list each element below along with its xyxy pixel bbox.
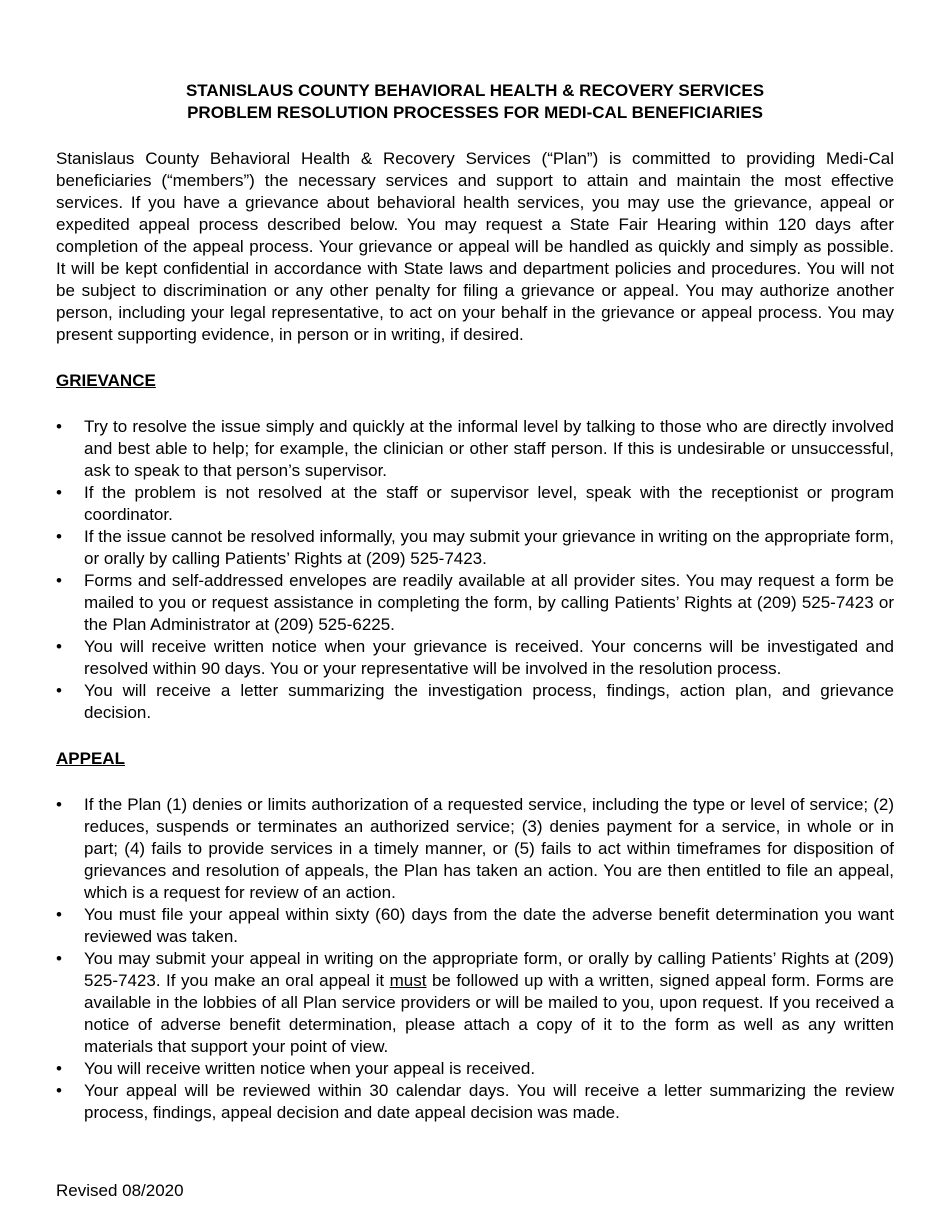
bullet-icon: • [56, 1059, 62, 1078]
bullet-icon: • [56, 637, 62, 656]
list-item [56, 794, 894, 904]
bullet-icon: • [56, 527, 62, 546]
title-line-1: STANISLAUS COUNTY BEHAVIORAL HEALTH & RECOVERY SERVICES [185, 81, 765, 100]
list-item [56, 570, 894, 636]
text-run: be followed up with a written, signed appeal form. Forms are available in the lobbies of all Plan service providers or will be mailed to you, upon request. If you received a notice of adverse benefit determination, please attach a copy of it to the form as well as any written materials that support your point of view. [84, 971, 894, 1056]
document-title [56, 80, 894, 124]
list-item-text: You will receive written notice when your grievance is received. Your concerns will be investigated and resolved within 90 days. You or your representative will be involved in the resolution process. [84, 637, 894, 678]
bullet-icon: • [56, 1081, 62, 1100]
list-item-text: If the Plan (1) denies or limits authorization of a requested service, including the type or level of service; (2) reduces, suspends or terminates an authorized service; (3) denies payment for a service, in whole or in part; (4) fails to provide services in a timely manner, or (5) fails to act within timeframes for disposition of grievances and resolution of appeals, the Plan has taken an action. You are then entitled to file an appeal, which is a request for review of an action. [84, 795, 894, 902]
appeal-heading: APPEAL [56, 749, 125, 768]
list-item [56, 526, 894, 570]
list-item [56, 904, 894, 948]
emphasis-must: must [389, 971, 427, 990]
document-page [56, 80, 894, 1124]
list-item [56, 636, 894, 680]
bullet-icon: • [56, 571, 62, 590]
list-item-text: You must file your appeal within sixty (60) days from the date the adverse benefit determination you want reviewed was taken. [84, 905, 894, 946]
grievance-heading: GRIEVANCE [56, 371, 156, 390]
revision-note: Revised 08/2020 [56, 1181, 184, 1200]
intro-paragraph: Stanislaus County Behavioral Health & Recovery Services (“Plan”) is committed to providing Medi-Cal beneficiaries (“members”) the necessary services and support to attain and maintain the most effective services. If you have a grievance about behavioral health services, you may use the grievance, appeal or expedited appeal process described below. You may request a State Fair Hearing within 120 days after completion of the appeal process. Your grievance or appeal will be handled as quickly and simply as possible. It will be kept confidential in accordance with State laws and department policies and procedures. You will not be subject to discrimination or any other penalty for filing a grievance or appeal. You may authorize another person, including your legal representative, to act on your behalf in the grievance or appeal process. You may present supporting evidence, in person or in writing, if desired. [56, 149, 894, 344]
text-run: You may submit your appeal in writing on the appropriate form, or orally by calling Patients’ Rights at (209) 525-7423. If you make an oral appeal it [84, 949, 894, 990]
grievance-list [56, 416, 894, 724]
appeal-list [56, 794, 894, 1124]
bullet-icon: • [56, 949, 62, 968]
bullet-icon: • [56, 417, 62, 436]
list-item [56, 680, 894, 724]
list-item-text: Try to resolve the issue simply and quickly at the informal level by talking to those who are directly involved and best able to help; for example, the clinician or other staff person. If this is undesirable or unsuccessful, ask to speak to that person’s supervisor. [84, 417, 894, 480]
list-item [56, 948, 894, 1058]
list-item-text: You will receive a letter summarizing the investigation process, findings, action plan, and grievance decision. [84, 681, 894, 722]
bullet-icon: • [56, 795, 62, 814]
list-item-text: If the issue cannot be resolved informally, you may submit your grievance in writing on the appropriate form, or orally by calling Patients’ Rights at (209) 525-7423. [84, 527, 894, 568]
list-item [56, 1080, 894, 1124]
list-item [56, 416, 894, 482]
bullet-icon: • [56, 681, 62, 700]
title-line-2: PROBLEM RESOLUTION PROCESSES FOR MEDI-CAL BENEFICIARIES [187, 103, 763, 122]
list-item-text: Your appeal will be reviewed within 30 calendar days. You will receive a letter summarizing the review process, findings, appeal decision and date appeal decision was made. [84, 1081, 894, 1122]
list-item-text: You will receive written notice when your appeal is received. [84, 1059, 536, 1078]
bullet-icon: • [56, 905, 62, 924]
list-item [56, 482, 894, 526]
list-item-text: Forms and self-addressed envelopes are readily available at all provider sites. You may request a form be mailed to you or request assistance in completing the form, by calling Patients’ Rights at (209) 525-7423 or the Plan Administrator at (209) 525-6225. [84, 571, 894, 634]
list-item-text [84, 949, 894, 1056]
list-item [56, 1058, 894, 1080]
list-item-text: If the problem is not resolved at the staff or supervisor level, speak with the receptionist or program coordinator. [84, 483, 894, 524]
bullet-icon: • [56, 483, 62, 502]
